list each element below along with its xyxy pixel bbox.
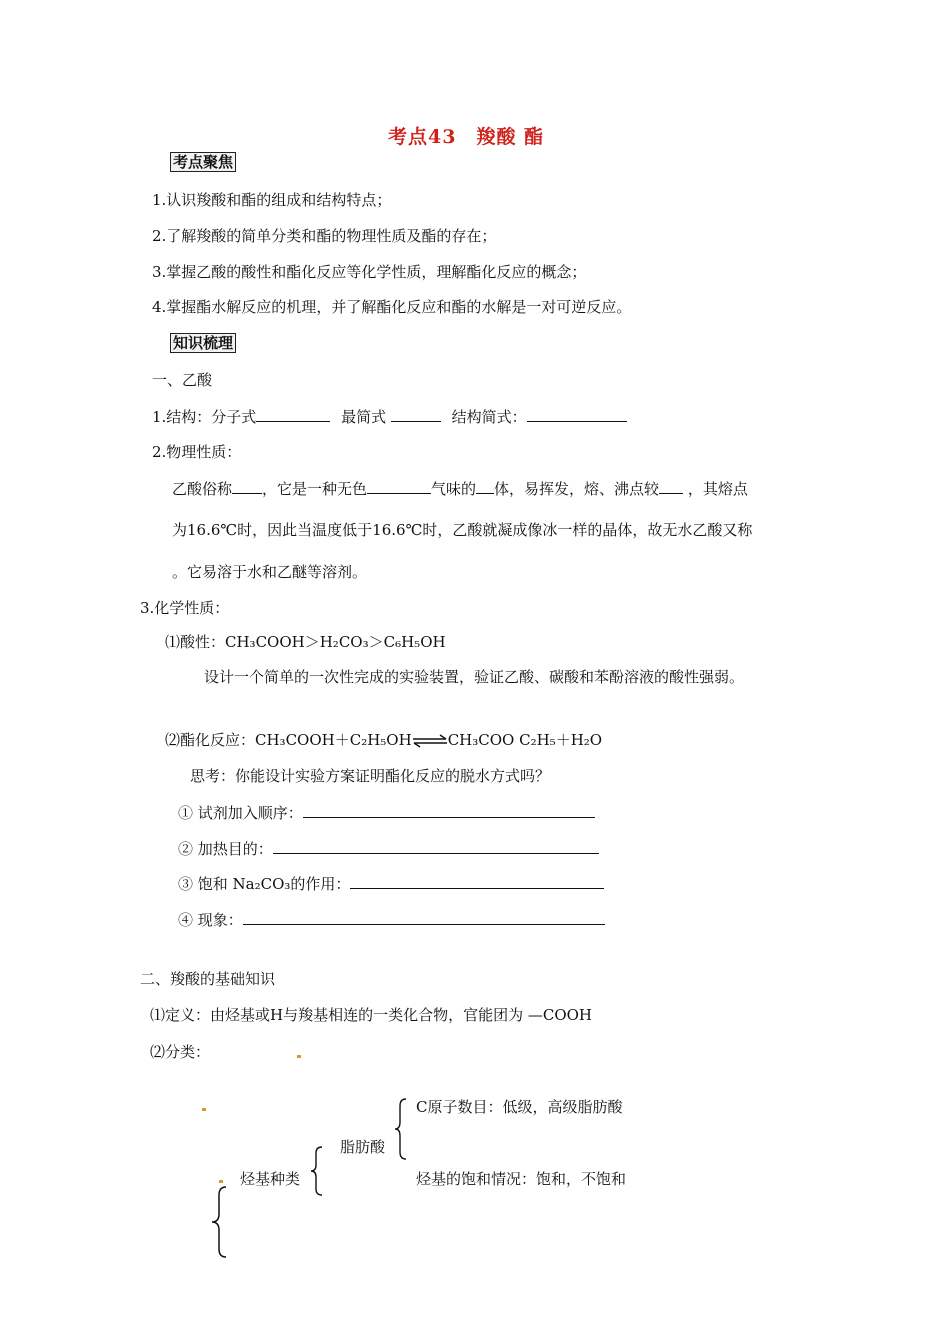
definition-line: ⑴定义：由烃基或H与羧基相连的一类化合物，官能团为 —COOH [150, 1006, 593, 1024]
condensed-formula-label: 结构简式： [451, 408, 527, 426]
structure-line [152, 406, 627, 427]
classify-line: ⑵分类： [150, 1043, 211, 1061]
objective-4: 4.掌握酯水解反应的机理，并了解酯化反应和酯的水解是一对可逆反应。 [152, 298, 632, 316]
question-3-blank[interactable] [350, 873, 604, 889]
common-name-blank[interactable] [232, 478, 262, 494]
design-line: 设计一个简单的一次性完成的实验装置，验证乙酸、碳酸和苯酚溶液的酸性强弱。 [204, 668, 745, 686]
objective-3: 3.掌握乙酸的酸性和酯化反应等化学性质，理解酯化反应的概念； [152, 263, 587, 281]
stray-mark [297, 1055, 301, 1058]
physical-label: 2.物理性质： [152, 443, 242, 461]
page-title: 考点43 羧酸 酯 [388, 126, 545, 148]
question-4-blank[interactable] [243, 909, 605, 925]
physical-text-a: 乙酸俗称 [172, 480, 233, 498]
physical-line-3: 。它易溶于水和乙醚等溶剂。 [172, 563, 368, 581]
c-atoms-node: C原子数目：低级，高级脂肪酸 [416, 1098, 623, 1116]
focus-heading: 考点聚焦 [170, 152, 236, 172]
physical-line-1 [172, 478, 748, 499]
fatty-acid-node: 脂肪酸 [340, 1138, 386, 1156]
structure-label: 1.结构：分子式 [152, 408, 257, 426]
brace-fatty-acid-icon [394, 1098, 408, 1160]
question-4 [178, 909, 605, 930]
condensed-formula-blank[interactable] [527, 406, 627, 422]
physical-line-2: 为16.6℃时，因此当温度低于16.6℃时，乙酸就凝成像冰一样的晶体，故无水乙酸又称 [172, 521, 753, 539]
question-3-label: ③ 饱和 Na₂CO₃的作用： [178, 875, 351, 893]
ester-products: CH₃COO C₂H₅＋H₂O [447, 731, 603, 749]
question-1 [178, 802, 595, 823]
physical-text-b: ，它是一种无色 [262, 480, 368, 498]
hydrocarbon-type-node: 烃基种类 [240, 1170, 301, 1188]
physical-text-d: 体，易挥发，熔、沸点较 [494, 480, 660, 498]
review-heading: 知识梳理 [170, 333, 236, 353]
state-blank[interactable] [476, 478, 494, 494]
question-3 [178, 873, 604, 894]
part1-heading: 一、乙酸 [152, 371, 213, 389]
molecular-formula-blank[interactable] [256, 406, 330, 422]
question-2-blank[interactable] [273, 838, 599, 854]
acidity-line: ⑴酸性：CH₃COOH＞H₂CO₃＞C₆H₅OH [165, 633, 446, 651]
stray-mark [219, 1180, 223, 1183]
simplest-formula-label: 最简式 [341, 408, 387, 426]
question-4-label: ④ 现象： [178, 911, 243, 929]
simplest-formula-blank[interactable] [391, 406, 441, 422]
esterification-line [165, 730, 602, 750]
part2-heading: 二、羧酸的基础知识 [140, 970, 276, 988]
reversible-arrow-icon [412, 734, 448, 748]
stray-mark [202, 1108, 206, 1111]
think-line: 思考：你能设计实验方案证明酯化反应的脱水方式吗？ [190, 767, 551, 785]
brace-classification-icon [210, 1186, 228, 1258]
physical-text-c: 气味的 [431, 480, 477, 498]
chemical-label: 3.化学性质： [140, 599, 230, 617]
objective-1: 1.认识羧酸和酯的组成和结构特点； [152, 191, 392, 209]
ester-reactants: ⑵酯化反应：CH₃COOH＋C₂H₅OH [165, 731, 412, 749]
brace-hydrocarbon-type-icon [310, 1146, 324, 1196]
saturation-node: 烃基的饱和情况：饱和，不饱和 [416, 1170, 627, 1188]
odor-blank[interactable] [367, 478, 431, 494]
question-2 [178, 838, 599, 859]
question-1-label: ① 试剂加入顺序： [178, 804, 303, 822]
question-1-blank[interactable] [303, 802, 595, 818]
melting-point-blank[interactable] [659, 478, 683, 494]
question-2-label: ② 加热目的： [178, 840, 273, 858]
objective-2: 2.了解羧酸的简单分类和酯的物理性质及酯的存在； [152, 227, 497, 245]
physical-text-e: ，其熔点 [687, 480, 748, 498]
